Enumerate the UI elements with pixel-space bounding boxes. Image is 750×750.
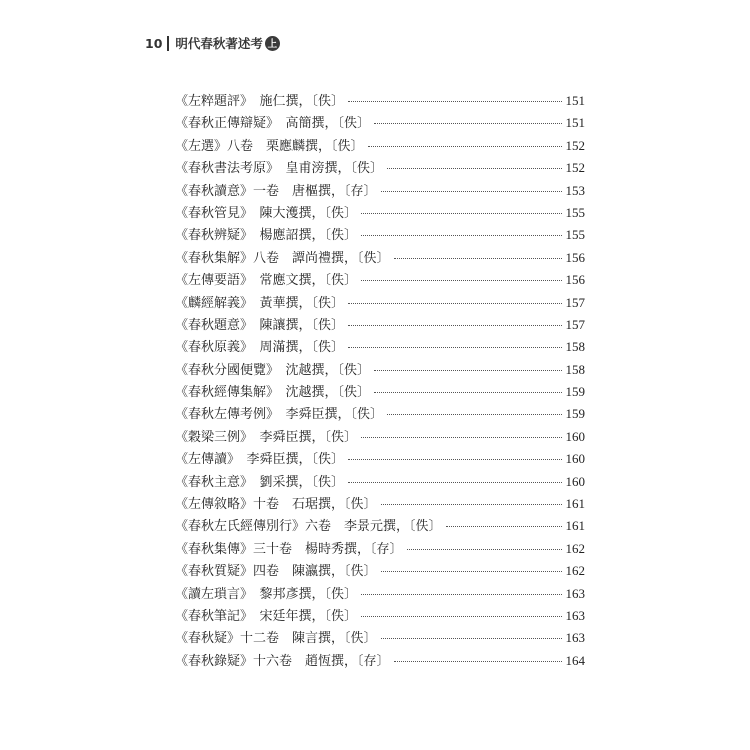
toc-entry-title: 《左傳敘略》十卷 石琚撰，〔佚〕 <box>175 497 377 513</box>
toc-page-number: 163 <box>565 585 585 601</box>
dot-leader <box>394 660 562 662</box>
toc-entry-title: 《春秋集解》八卷 譚尚禮撰，〔佚〕 <box>175 250 390 266</box>
dot-leader <box>381 503 562 505</box>
dot-leader <box>381 570 562 572</box>
dot-leader <box>348 481 561 483</box>
dot-leader <box>381 190 562 192</box>
running-header <box>145 33 280 53</box>
toc-page-number: 153 <box>565 182 585 198</box>
dot-leader <box>361 279 561 281</box>
toc-page-number: 164 <box>565 652 585 668</box>
toc-page-number: 161 <box>565 496 585 512</box>
toc-page-number: 163 <box>565 607 585 623</box>
toc-page-number: 152 <box>565 160 585 176</box>
toc-entry-title: 《春秋錄疑》十六卷 趙恆撰，〔存〕 <box>175 653 390 669</box>
dot-leader <box>374 122 561 124</box>
dot-leader <box>394 257 562 259</box>
toc-page-number: 152 <box>565 137 585 153</box>
header-divider <box>167 36 169 51</box>
dot-leader <box>387 413 561 415</box>
toc-page-number: 162 <box>565 563 585 579</box>
dot-leader <box>361 212 561 214</box>
toc-page-number: 161 <box>565 518 585 534</box>
toc-page-number: 151 <box>565 115 585 131</box>
toc-page-number: 162 <box>565 540 585 556</box>
dot-leader <box>407 548 562 550</box>
page-number: 10 <box>145 35 163 51</box>
dot-leader <box>348 324 561 326</box>
toc-page-number: 155 <box>565 227 585 243</box>
toc-row <box>175 247 585 269</box>
toc-page-number: 156 <box>565 249 585 265</box>
toc-page-number: 157 <box>565 316 585 332</box>
volume-badge: 上 <box>265 36 280 51</box>
toc-entry-title: 《春秋管見》 陳大濩撰，〔佚〕 <box>175 205 358 221</box>
toc-page-number: 155 <box>565 204 585 220</box>
toc-row <box>175 292 585 314</box>
toc-row <box>175 202 585 224</box>
toc-row <box>175 493 585 515</box>
toc-page-number: 159 <box>565 406 585 422</box>
toc-row <box>175 560 585 582</box>
dot-leader <box>361 234 561 236</box>
dot-leader <box>348 302 561 304</box>
toc-row <box>175 426 585 448</box>
toc-row <box>175 515 585 537</box>
toc-entry-title: 《春秋原義》 周滿撰，〔佚〕 <box>175 340 345 356</box>
dot-leader <box>348 100 561 102</box>
toc-row <box>175 359 585 381</box>
toc-entry-title: 《穀梁三例》 李舜臣撰，〔佚〕 <box>175 429 358 445</box>
toc-row <box>175 381 585 403</box>
dot-leader <box>361 436 561 438</box>
toc-page-number: 158 <box>565 339 585 355</box>
toc-entry-title: 《春秋質疑》四卷 陳瀛撰，〔佚〕 <box>175 564 377 580</box>
toc-entry-title: 《春秋左氏經傳別行》六卷 李景元撰，〔佚〕 <box>175 519 442 535</box>
toc-entry-title: 《春秋經傳集解》 沈越撰，〔佚〕 <box>175 385 371 401</box>
dot-leader <box>374 369 561 371</box>
toc-row <box>175 471 585 493</box>
toc-row <box>175 90 585 112</box>
dot-leader <box>368 145 562 147</box>
toc-page-number: 160 <box>565 451 585 467</box>
toc-entry-title: 《春秋分國便覽》 沈越撰，〔佚〕 <box>175 362 371 378</box>
toc-row <box>175 605 585 627</box>
dot-leader <box>387 167 561 169</box>
toc-page-number: 159 <box>565 384 585 400</box>
toc-entry-title: 《春秋筆記》 宋廷年撰，〔佚〕 <box>175 608 358 624</box>
toc-page-number: 151 <box>565 93 585 108</box>
toc-row <box>175 135 585 157</box>
toc-row <box>175 627 585 649</box>
dot-leader <box>381 637 562 639</box>
toc-entry-title: 《春秋主意》 劉采撰，〔佚〕 <box>175 474 345 490</box>
toc-page-number: 156 <box>565 272 585 288</box>
toc-row <box>175 180 585 202</box>
toc-entry-title: 《春秋辨疑》 楊應詔撰，〔佚〕 <box>175 228 358 244</box>
toc-row <box>175 583 585 605</box>
toc-row <box>175 650 585 672</box>
toc-page-number: 160 <box>565 428 585 444</box>
toc-page-number: 158 <box>565 361 585 377</box>
toc-row <box>175 157 585 179</box>
toc-entry-title: 《左選》八卷 栗應麟撰，〔佚〕 <box>175 138 364 154</box>
toc-page-number: 157 <box>565 294 585 310</box>
toc-page-number: 163 <box>565 630 585 646</box>
toc-row <box>175 538 585 560</box>
toc-row <box>175 269 585 291</box>
toc-row <box>175 336 585 358</box>
dot-leader <box>348 458 561 460</box>
toc-page-number: 160 <box>565 473 585 489</box>
toc-entry-title: 《春秋正傳辯疑》 高簡撰，〔佚〕 <box>175 116 371 132</box>
toc-row <box>175 314 585 336</box>
toc-entry-title: 《讀左瑣言》 黎邦彥撰，〔佚〕 <box>175 586 358 602</box>
toc-entry-title: 《左傳讀》 李舜臣撰，〔佚〕 <box>175 452 345 468</box>
toc-entry-title: 《左粹題評》 施仁撰，〔佚〕 <box>175 94 345 109</box>
toc-entry-title: 《春秋書法考原》 皇甫滂撰，〔佚〕 <box>175 161 384 177</box>
toc-entry-title: 《春秋左傳考例》 李舜臣撰，〔佚〕 <box>175 407 384 423</box>
toc-entry-title: 《春秋題意》 陳讓撰，〔佚〕 <box>175 317 345 333</box>
toc-entry-title: 《春秋讀意》一卷 唐樞撰，〔存〕 <box>175 183 377 199</box>
dot-leader <box>361 615 561 617</box>
toc-row <box>175 112 585 134</box>
table-of-contents <box>175 90 585 672</box>
toc-entry-title: 《春秋集傳》三十卷 楊時秀撰，〔存〕 <box>175 541 403 557</box>
dot-leader <box>348 346 561 348</box>
toc-entry-title: 《春秋疑》十二卷 陳言撰，〔佚〕 <box>175 631 377 647</box>
toc-row <box>175 448 585 470</box>
dot-leader <box>361 593 561 595</box>
toc-entry-title: 《麟經解義》 黃華撰，〔佚〕 <box>175 295 345 311</box>
dot-leader <box>446 525 562 527</box>
toc-row <box>175 403 585 425</box>
dot-leader <box>374 391 561 393</box>
book-title: 明代春秋著述考 <box>175 36 263 51</box>
toc-row <box>175 224 585 246</box>
toc-entry-title: 《左傳要語》 常應文撰，〔佚〕 <box>175 273 358 289</box>
